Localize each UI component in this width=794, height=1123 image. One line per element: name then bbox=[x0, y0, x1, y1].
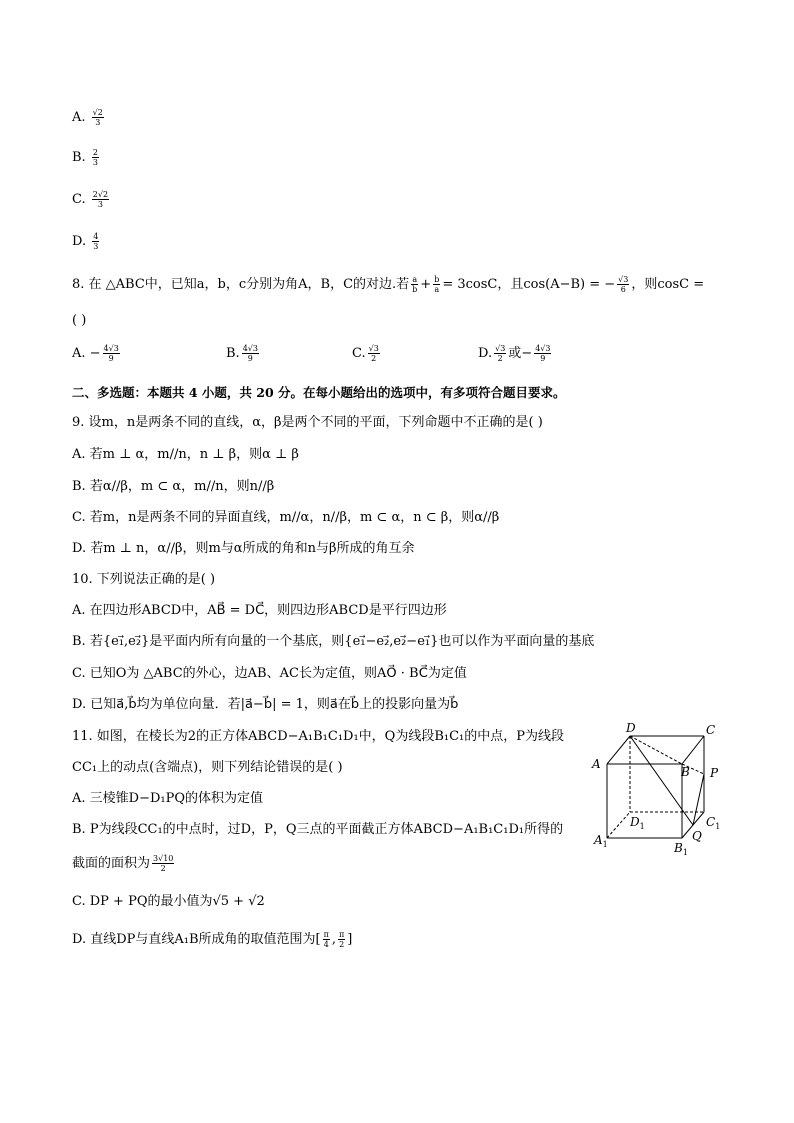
q9-stem: 9. 设m，n是两条不同的直线，α，β是两个不同的平面，下列命题中不正确的是( ) bbox=[72, 415, 543, 430]
label-C: C bbox=[706, 723, 716, 737]
cube-figure bbox=[586, 722, 726, 858]
label-B1: $B_1$ bbox=[674, 841, 688, 857]
q11-option-c: C. DP + PQ的最小值为√5 + √2 bbox=[72, 894, 265, 909]
q8-option-b: B. $\frac{4√3}{9}$ bbox=[226, 344, 258, 363]
label-C1: $C_1$ bbox=[706, 815, 721, 831]
segment-DB bbox=[630, 736, 682, 764]
label-P: P bbox=[710, 766, 719, 780]
edge-A1D1 bbox=[607, 812, 630, 838]
label-D: D bbox=[626, 722, 636, 735]
q7-option-a: A. $\frac{√2}{3}$ bbox=[72, 108, 103, 127]
label-A1: $A_1$ bbox=[594, 833, 608, 849]
q9-option-a: A. 若m ⊥ α，m//n，n ⊥ β，则α ⊥ β bbox=[72, 447, 299, 462]
q11-stem-line2: CC₁上的动点(含端点)，则下列结论错误的是( ) bbox=[72, 760, 343, 775]
q11-stem-line1: 11. 如图，在棱长为2的正方体ABCD−A₁B₁C₁D₁中，Q为线段B₁C₁的中点，P为线段 bbox=[72, 729, 565, 744]
edge-AD bbox=[607, 736, 630, 764]
q8-option-c: C. $\frac{√3}{2}$ bbox=[352, 344, 379, 363]
q11-option-d: D. 直线DP与直线A₁B所成角的取值范围为[ $\frac{\pi}{4}$ , $\frac{\pi}{2}$ ] bbox=[72, 930, 353, 949]
q10-option-b: B. 若{e₁⃗,e₂⃗}是平面内所有向量的一个基底，则{e₁⃗−e₂⃗,e₂⃗−e₁⃗}也可以作为平面向量的基底 bbox=[72, 634, 595, 649]
q8-stem: 8. 在 △ABC中，已知a，b，c分别为角A，B，C的对边.若 $\frac{a}{b}$ + $\frac{b}{a}$ = 3cosC，且cos(A−B) = − $\frac{√3}{6}$ ，则cosC = bbox=[72, 275, 705, 294]
q9-option-b: B. 若α//β，m ⊂ α，m//n，则n//β bbox=[72, 479, 275, 494]
q8-paren: ( ) bbox=[72, 313, 87, 328]
q11-option-b-line2: 截面的面积为 $\frac{3√10}{2}$ bbox=[72, 854, 174, 873]
q7-option-b: B. $\frac{2}{3}$ bbox=[72, 148, 98, 167]
q9-option-c: C. 若m，n是两条不同的异面直线，m//α，n//β，m ⊂ α，n ⊂ β，则α//β bbox=[72, 510, 500, 525]
label-Q: Q bbox=[692, 829, 702, 843]
q11-option-b-line1: B. P为线段CC₁的中点时，过D，P，Q三点的平面截正方体ABCD−A₁B₁C₁D₁所得的 bbox=[72, 822, 564, 837]
section-heading: 二、多选题：本题共 4 小题，共 20 分。在每小题给出的选项中，有多项符合题目要求。 bbox=[72, 385, 566, 400]
q7-option-d: D. $\frac{4}{3}$ bbox=[72, 232, 99, 251]
label-A: A bbox=[592, 757, 601, 771]
q10-stem: 10. 下列说法正确的是( ) bbox=[72, 572, 216, 587]
q8-option-d: D. $\frac{√3}{2}$ 或− $\frac{4√3}{9}$ bbox=[478, 344, 551, 363]
q10-option-a: A. 在四边形ABCD中，AB⃗ = DC⃗，则四边形ABCD是平行四边形 bbox=[72, 603, 447, 618]
q9-option-d: D. 若m ⊥ n，α//β，则m与α所成的角和n与β所成的角互余 bbox=[72, 541, 415, 556]
segment-PQ bbox=[693, 774, 704, 825]
label-B: B bbox=[681, 765, 690, 779]
q7-option-c: C. $\frac{2√2}{3}$ bbox=[72, 190, 109, 209]
edge-BC bbox=[682, 736, 704, 764]
label-D1: $D_1$ bbox=[630, 815, 645, 831]
q10-option-c: C. 已知O为 △ABC的外心，边AB、AC长为定值，则AO⃗ · BC⃗为定值 bbox=[72, 666, 467, 681]
q11-option-a: A. 三棱锥D−D₁PQ的体积为定值 bbox=[72, 791, 264, 806]
q10-option-d: D. 已知a⃗,b⃗均为单位向量．若|a⃗−b⃗| = 1，则a⃗在b⃗上的投影向量为b⃗ bbox=[72, 697, 459, 712]
q8-option-a: A. − $\frac{4√3}{9}$ bbox=[72, 344, 119, 363]
